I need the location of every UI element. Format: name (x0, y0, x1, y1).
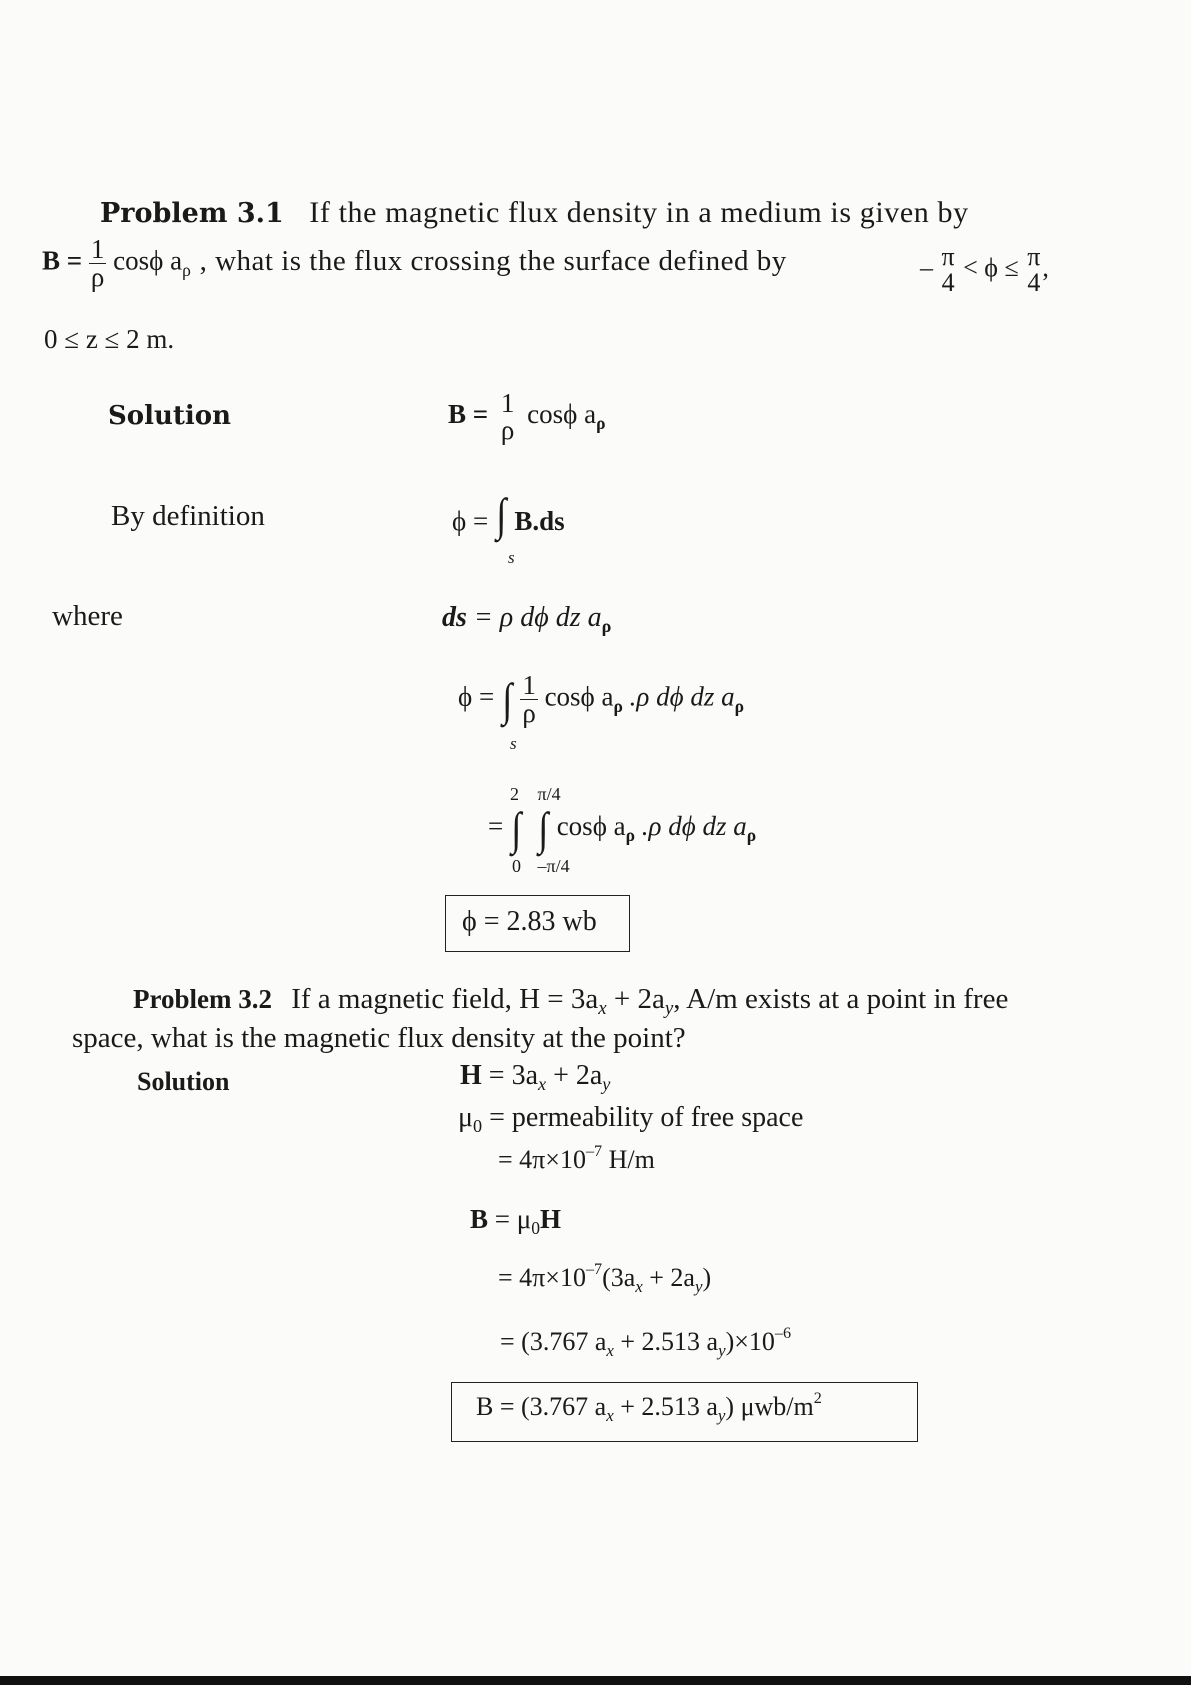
range-right-frac (1025, 244, 1042, 296)
p2-eq2 (458, 1102, 803, 1134)
p2-eq5-a: = (3.767 a (500, 1327, 607, 1356)
b-expr: cosϕ a (113, 245, 183, 276)
sub-x: x (538, 1074, 547, 1094)
p2-eq4-d: ) (702, 1263, 712, 1292)
mu-sub: 0 (473, 1116, 483, 1136)
b-frac-den: ρ (89, 263, 107, 291)
b-lhs: B = (42, 245, 83, 276)
mu-exp: –7 (585, 1143, 603, 1160)
eq2 (452, 489, 565, 540)
sub-y: y (664, 998, 674, 1019)
p2-eq5 (500, 1325, 792, 1360)
b-fraction (89, 236, 107, 291)
ans-a: B = (3.767 a (476, 1392, 607, 1421)
eq4 (458, 672, 744, 727)
mu-unit: H/m (608, 1145, 655, 1174)
eq5 (488, 803, 757, 854)
mu-value: = 4π×10 (498, 1145, 586, 1174)
sub-x: x (598, 998, 607, 1019)
integral-sign: ∫ (496, 489, 507, 540)
answer-2 (476, 1390, 822, 1425)
sub-x: x (606, 1406, 614, 1425)
solution-1-label: Solution (108, 401, 232, 431)
problem-2-statement-c: , A/m exists at a point in free (673, 983, 1009, 1015)
b-sub: ρ (182, 259, 191, 280)
p2-eq1-rhs-b: + 2a (546, 1060, 603, 1091)
p2-eq2b (498, 1145, 655, 1175)
problem-2-statement-line2: space, what is the magnetic flux density at the point? (72, 1022, 686, 1054)
problem-1-statement-mid: , what is the flux crossing the surface defined by (199, 244, 787, 277)
eq4-lhs: ϕ = (458, 681, 495, 712)
integral-sign-outer: ∫ (511, 803, 522, 854)
eq1-frac-den: ρ (500, 415, 515, 445)
eq3-sub: ρ (601, 616, 612, 636)
p2-eq5-c: )×10 (725, 1327, 775, 1356)
p2-eq4 (498, 1261, 712, 1296)
problem-1-label: Problem 3.1 (100, 198, 284, 229)
p2-eq3-lhs: B (470, 1204, 489, 1234)
p2-eq1-rhs-a: = 3a (488, 1060, 538, 1091)
p2-eq1-lhs: H (460, 1060, 482, 1091)
eq4-frac-den: ρ (520, 699, 538, 727)
answer-1: ϕ = 2.83 wb (462, 906, 597, 937)
eq4-sub: ρ (613, 695, 623, 716)
four-denominator: 4 (1027, 268, 1041, 297)
sub-y: y (718, 1341, 726, 1360)
sub-x: x (606, 1341, 614, 1360)
p2-eq5-exp: –6 (774, 1325, 792, 1342)
eq3-rhs: = ρ dϕ dz a (473, 602, 602, 633)
bottom-edge-bar (0, 1676, 1191, 1685)
ans-c: ) μwb/m (725, 1392, 814, 1421)
b-frac-num: 1 (90, 234, 105, 264)
sub-y: y (717, 1406, 726, 1425)
p2-eq4-b: (3a (602, 1263, 636, 1292)
mu-sub: 0 (531, 1218, 540, 1238)
range-left-frac (940, 244, 957, 296)
p2-eq4-c: + 2a (642, 1263, 695, 1292)
ans-b: + 2.513 a (613, 1392, 718, 1421)
sub-x: x (635, 1277, 643, 1296)
p2-eq4-a: = 4π×10 (498, 1263, 586, 1292)
eq1-frac-num: 1 (500, 388, 515, 418)
integral-sign-inner: ∫ (538, 803, 549, 854)
eq4-rest: .ρ dϕ dz a (629, 681, 735, 712)
range-minus: – (920, 252, 933, 282)
eq2-limit: s (508, 548, 515, 567)
p2-eq3 (470, 1204, 561, 1238)
eq5-upper-limits (510, 784, 561, 805)
eq2-lhs: ϕ = (452, 506, 489, 536)
eq3-lhs: ds (442, 602, 467, 633)
eq5-lower-limits (512, 856, 570, 877)
problem-1-statement-line2 (42, 236, 787, 291)
eq3 (442, 602, 611, 634)
z-range: 0 ≤ z ≤ 2 m. (44, 324, 175, 354)
eq4-body: cosϕ a (544, 681, 614, 712)
pi-symbol: π (941, 242, 955, 271)
eq4-frac-num: 1 (522, 670, 536, 700)
problem-2-label: Problem 3.2 (133, 984, 272, 1014)
eq4-limit: s (510, 734, 517, 753)
eq5-upper-1: 2 (510, 784, 519, 804)
eq5-lhs: = (488, 811, 504, 842)
problem-2-statement-a: If a magnetic field, H = 3a (291, 983, 599, 1015)
p2-eq4-exp: –7 (585, 1261, 603, 1278)
problem-2-statement-b: + 2a (606, 983, 665, 1015)
range-end: , (1042, 252, 1049, 282)
sub-y: y (694, 1277, 703, 1296)
range-mid: < ϕ ≤ (963, 252, 1019, 282)
p2-eq3-H: H (539, 1204, 561, 1234)
sub-y: y (602, 1074, 611, 1094)
eq4-sub-2: ρ (734, 695, 744, 716)
p2-eq3-rhs: = μ (494, 1204, 532, 1234)
eq1-lhs: B = (448, 399, 489, 430)
eq5-lower-1: 0 (512, 856, 521, 876)
ans-exp: 2 (813, 1390, 822, 1407)
problem-1-statement-intro: If the magnetic flux density in a medium is given by (309, 196, 969, 229)
where-label: where (52, 600, 123, 632)
eq5-lower-2: –π/4 (537, 856, 570, 876)
eq5-sub: ρ (625, 825, 636, 846)
mu-symbol: μ (458, 1102, 474, 1133)
mu-def: = permeability of free space (489, 1102, 804, 1133)
problem-2-heading-line (133, 983, 1009, 1019)
phi-range (920, 244, 1049, 296)
eq1 (448, 390, 605, 444)
integral-sign: ∫ (502, 673, 513, 725)
eq4-fraction (520, 672, 538, 727)
four-denominator: 4 (941, 268, 955, 297)
pi-symbol: π (1027, 242, 1041, 271)
eq1-expr: cosϕ a (527, 399, 597, 430)
problem-1-heading-line (100, 196, 969, 230)
by-definition-label: By definition (111, 500, 265, 532)
eq5-body: cosϕ a (556, 811, 626, 842)
eq1-fraction (499, 390, 517, 444)
eq5-upper-2: π/4 (537, 784, 561, 804)
eq1-sub: ρ (596, 413, 606, 434)
eq2-body: B.ds (514, 506, 565, 536)
eq5-sub-2: ρ (746, 825, 757, 846)
solution-2-label: Solution (137, 1067, 230, 1096)
p2-eq1 (460, 1060, 610, 1092)
p2-eq5-b: + 2.513 a (613, 1327, 719, 1356)
eq5-rest: .ρ dϕ dz a (641, 811, 747, 842)
